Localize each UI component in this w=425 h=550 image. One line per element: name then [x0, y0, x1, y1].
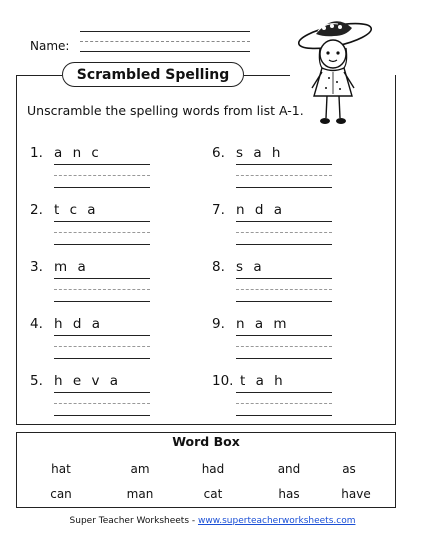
answer-line[interactable]: [54, 358, 150, 359]
problem-6: [212, 145, 392, 197]
worksheet-title: [62, 62, 244, 87]
name-answer-line[interactable]: [80, 51, 250, 52]
word-box-item: cat: [203, 487, 223, 501]
problem-8: [212, 259, 392, 311]
word-underline: [236, 278, 332, 279]
word-underline: [236, 221, 332, 222]
answer-guide-line: [236, 403, 332, 404]
answer-guide-line: [54, 289, 150, 290]
word-underline: [54, 278, 150, 279]
answer-line[interactable]: [236, 244, 332, 245]
girl-with-hat-icon: [296, 18, 374, 132]
problem-9: [212, 316, 392, 368]
word-underline: [54, 392, 150, 393]
scrambled-word: m a: [54, 259, 89, 275]
footer-text: Super Teacher Worksheets -: [69, 516, 198, 526]
problem-number: 4.: [30, 316, 43, 332]
answer-guide-line: [236, 346, 332, 347]
problem-7: [212, 202, 392, 254]
word-box-title: Word Box: [172, 434, 240, 449]
word-box-item: had: [201, 462, 225, 476]
footer-link[interactable]: www.superteacherworksheets.com: [197, 516, 356, 526]
answer-line[interactable]: [54, 415, 150, 416]
scrambled-word: t a h: [240, 373, 286, 389]
scrambled-word: h e v a: [54, 373, 121, 389]
scrambled-word: t c a: [54, 202, 99, 218]
word-box-item: have: [341, 487, 371, 501]
scrambled-word: n d a: [236, 202, 285, 218]
name-label: Name:: [30, 39, 70, 53]
word-box-item: can: [50, 487, 72, 501]
answer-guide-line: [54, 175, 150, 176]
problem-10: [212, 373, 392, 425]
answer-line[interactable]: [54, 301, 150, 302]
scrambled-word: s a h: [236, 145, 284, 161]
word-underline: [54, 335, 150, 336]
footer: [0, 516, 425, 526]
word-underline: [54, 164, 150, 165]
word-box-item: man: [126, 487, 154, 501]
word-underline: [236, 164, 332, 165]
answer-line[interactable]: [54, 244, 150, 245]
problem-3: [30, 259, 210, 311]
answer-guide-line: [54, 232, 150, 233]
name-top-line: [80, 31, 250, 32]
word-underline: [236, 335, 332, 336]
answer-line[interactable]: [236, 415, 332, 416]
answer-guide-line: [54, 346, 150, 347]
problem-number: 6.: [212, 145, 225, 161]
answer-guide-line: [236, 175, 332, 176]
frame-top-left: [16, 75, 62, 76]
problem-5: [30, 373, 210, 425]
answer-line[interactable]: [236, 301, 332, 302]
answer-line[interactable]: [236, 187, 332, 188]
answer-guide-line: [236, 232, 332, 233]
answer-guide-line: [236, 289, 332, 290]
answer-line[interactable]: [236, 358, 332, 359]
scrambled-word: s a: [236, 259, 265, 275]
answer-guide-line: [54, 403, 150, 404]
scrambled-word: n a m: [236, 316, 290, 332]
frame-top-right: [244, 75, 290, 76]
problem-number: 10.: [212, 373, 234, 389]
problem-2: [30, 202, 210, 254]
word-underline: [236, 392, 332, 393]
scrambled-word: h d a: [54, 316, 103, 332]
answer-line[interactable]: [54, 187, 150, 188]
problem-number: 3.: [30, 259, 43, 275]
problem-4: [30, 316, 210, 368]
word-box-item: has: [278, 487, 300, 501]
instructions: Unscramble the spelling words from list A-1.: [27, 103, 304, 118]
word-box-item: and: [277, 462, 301, 476]
problem-number: 1.: [30, 145, 43, 161]
word-box-item: as: [342, 462, 356, 476]
problem-number: 2.: [30, 202, 43, 218]
name-mid-line: [80, 41, 250, 42]
problem-1: [30, 145, 210, 197]
scrambled-word: a n c: [54, 145, 102, 161]
word-box-item: am: [130, 462, 150, 476]
word-underline: [54, 221, 150, 222]
problem-number: 8.: [212, 259, 225, 275]
problem-number: 9.: [212, 316, 225, 332]
word-box-item: hat: [51, 462, 71, 476]
problem-number: 7.: [212, 202, 225, 218]
title-text: Scrambled Spelling: [76, 66, 230, 83]
problem-number: 5.: [30, 373, 43, 389]
